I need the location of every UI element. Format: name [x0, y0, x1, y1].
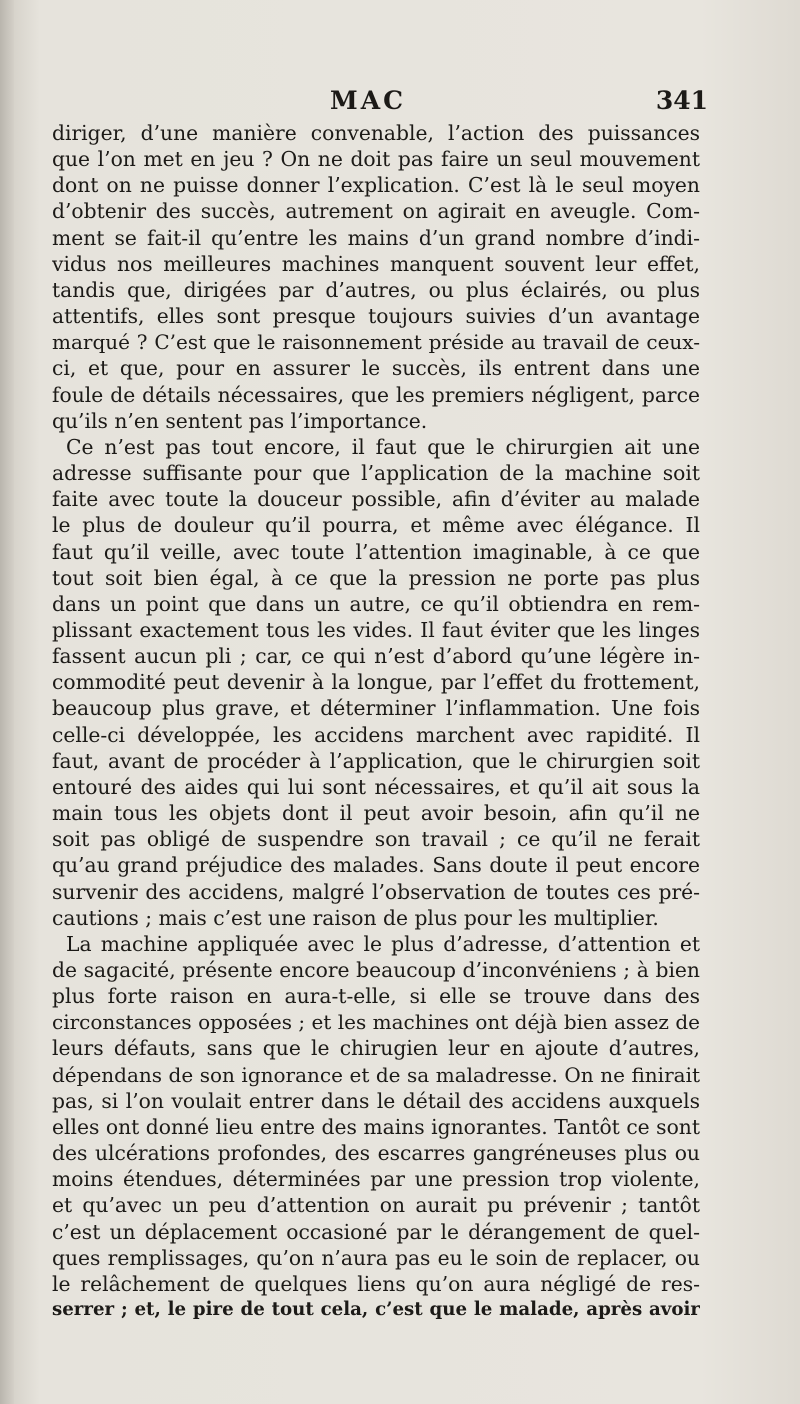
text-line: fassent aucun pli ; car, ce qui n’est d’abord qu’une légère in-: [52, 644, 700, 669]
text-line: elles ont donné lieu entre des mains ignorantes. Tantôt ce sont: [52, 1114, 700, 1139]
text-line: faut qu’il veille, avec toute l’attention imaginable, à ce que: [52, 539, 700, 564]
text-line: circonstances opposées ; et les machines ont déjà bien assez de: [52, 1010, 700, 1035]
text-line: tandis que, dirigées par d’autres, ou plus éclairés, ou plus: [52, 277, 700, 302]
text-line: des ulcérations profondes, des escarres gangréneuses plus ou: [52, 1141, 700, 1166]
text-line: marqué ? C’est que le raisonnement préside au travail de ceux-: [52, 330, 700, 355]
page-gutter-shadow: [0, 0, 14, 1404]
text-line: c’est un déplacement occasioné par le dérangement de quel-: [52, 1219, 700, 1244]
text-line: diriger, d’une manière convenable, l’action des puissances: [52, 121, 700, 145]
text-line: Ce n’est pas tout encore, il faut que le chirurgien ait une: [66, 434, 700, 459]
text-line: plus forte raison en aura-t-elle, si elle se trouve dans des: [52, 984, 700, 1009]
text-line: faut, avant de procéder à l’application, que le chirurgien soit: [52, 748, 700, 773]
text-line: entouré des aides qui lui sont nécessaires, et qu’il ait sous la: [52, 774, 700, 799]
text-line: d’obtenir des succès, autrement on agirait en aveugle. Com-: [52, 199, 700, 224]
text-line: dont on ne puisse donner l’explication. C’est là le seul moyen: [52, 173, 700, 198]
text-line: serrer ; et, le pire de tout cela, c’est que le malade, après avoir: [52, 1299, 700, 1321]
text-line: ques remplissages, qu’on n’aura pas eu le soin de replacer, ou: [52, 1245, 700, 1270]
text-line: que l’on met en jeu ? On ne doit pas faire un seul mouvement: [52, 147, 700, 172]
text-line: vidus nos meilleures machines manquent souvent leur effet,: [52, 251, 700, 276]
text-line: commodité peut devenir à la longue, par l’effet du frottement,: [52, 670, 700, 695]
text-line: adresse suffisante pour que l’application de la machine soit: [52, 461, 700, 486]
text-line: attentifs, elles sont presque toujours suivies d’un avantage: [52, 304, 700, 329]
text-line: qu’ils n’en sentent pas l’importance.: [52, 408, 428, 433]
text-line: dans un point que dans un autre, ce qu’il obtiendra en rem-: [52, 591, 700, 616]
page-header: [48, 86, 708, 122]
text-line: plissant exactement tous les vides. Il faut éviter que les linges: [52, 617, 700, 642]
text-line: faite avec toute la douceur possible, afin d’éviter au malade: [52, 487, 700, 512]
text-line: beaucoup plus grave, et déterminer l’inflammation. Une fois: [52, 696, 700, 721]
text-line: le relâchement de quelques liens qu’on aura négligé de res-: [52, 1271, 700, 1296]
running-head: MAC: [330, 86, 406, 115]
body-text: [52, 120, 700, 1323]
text-line: main tous les objets dont il peut avoir besoin, afin qu’il ne: [52, 801, 700, 826]
text-line: de sagacité, présente encore beaucoup d’inconvéniens ; à bien: [52, 958, 700, 982]
text-line: foule de détails nécessaires, que les premiers négligent, parce: [52, 382, 700, 407]
text-line: qu’au grand préjudice des malades. Sans doute il peut encore: [52, 853, 700, 878]
text-line: soit pas obligé de suspendre son travail ; ce qu’il ne ferait: [52, 827, 700, 852]
text-line: ci, et que, pour en assurer le succès, ils entrent dans une: [52, 356, 700, 381]
text-line: le plus de douleur qu’il pourra, et même avec élégance. Il: [52, 513, 700, 538]
text-line: tout soit bien égal, à ce que la pression ne porte pas plus: [52, 565, 700, 590]
text-line: leurs défauts, sans que le chirugien leur en ajoute d’autres,: [52, 1036, 700, 1061]
text-line: La machine appliquée avec le plus d’adresse, d’attention et: [66, 931, 700, 956]
text-line: pas, si l’on voulait entrer dans le détail des accidens auxquels: [52, 1088, 700, 1113]
text-line: ment se fait-il qu’entre les mains d’un grand nombre d’indi-: [52, 225, 700, 250]
page-number: 341: [655, 86, 708, 115]
text-line: dépendans de son ignorance et de sa maladresse. On ne finirait: [52, 1062, 700, 1087]
text-line: survenir des accidens, malgré l’observation de toutes ces pré-: [52, 879, 700, 904]
text-line: moins étendues, déterminées par une pression trop violente,: [52, 1167, 700, 1192]
text-line: cautions ; mais c’est une raison de plus pour les multiplier.: [52, 905, 659, 930]
text-line: celle-ci développée, les accidens marchent avec rapidité. Il: [52, 722, 700, 747]
text-line: et qu’avec un peu d’attention on aurait pu prévenir ; tantôt: [52, 1193, 700, 1218]
